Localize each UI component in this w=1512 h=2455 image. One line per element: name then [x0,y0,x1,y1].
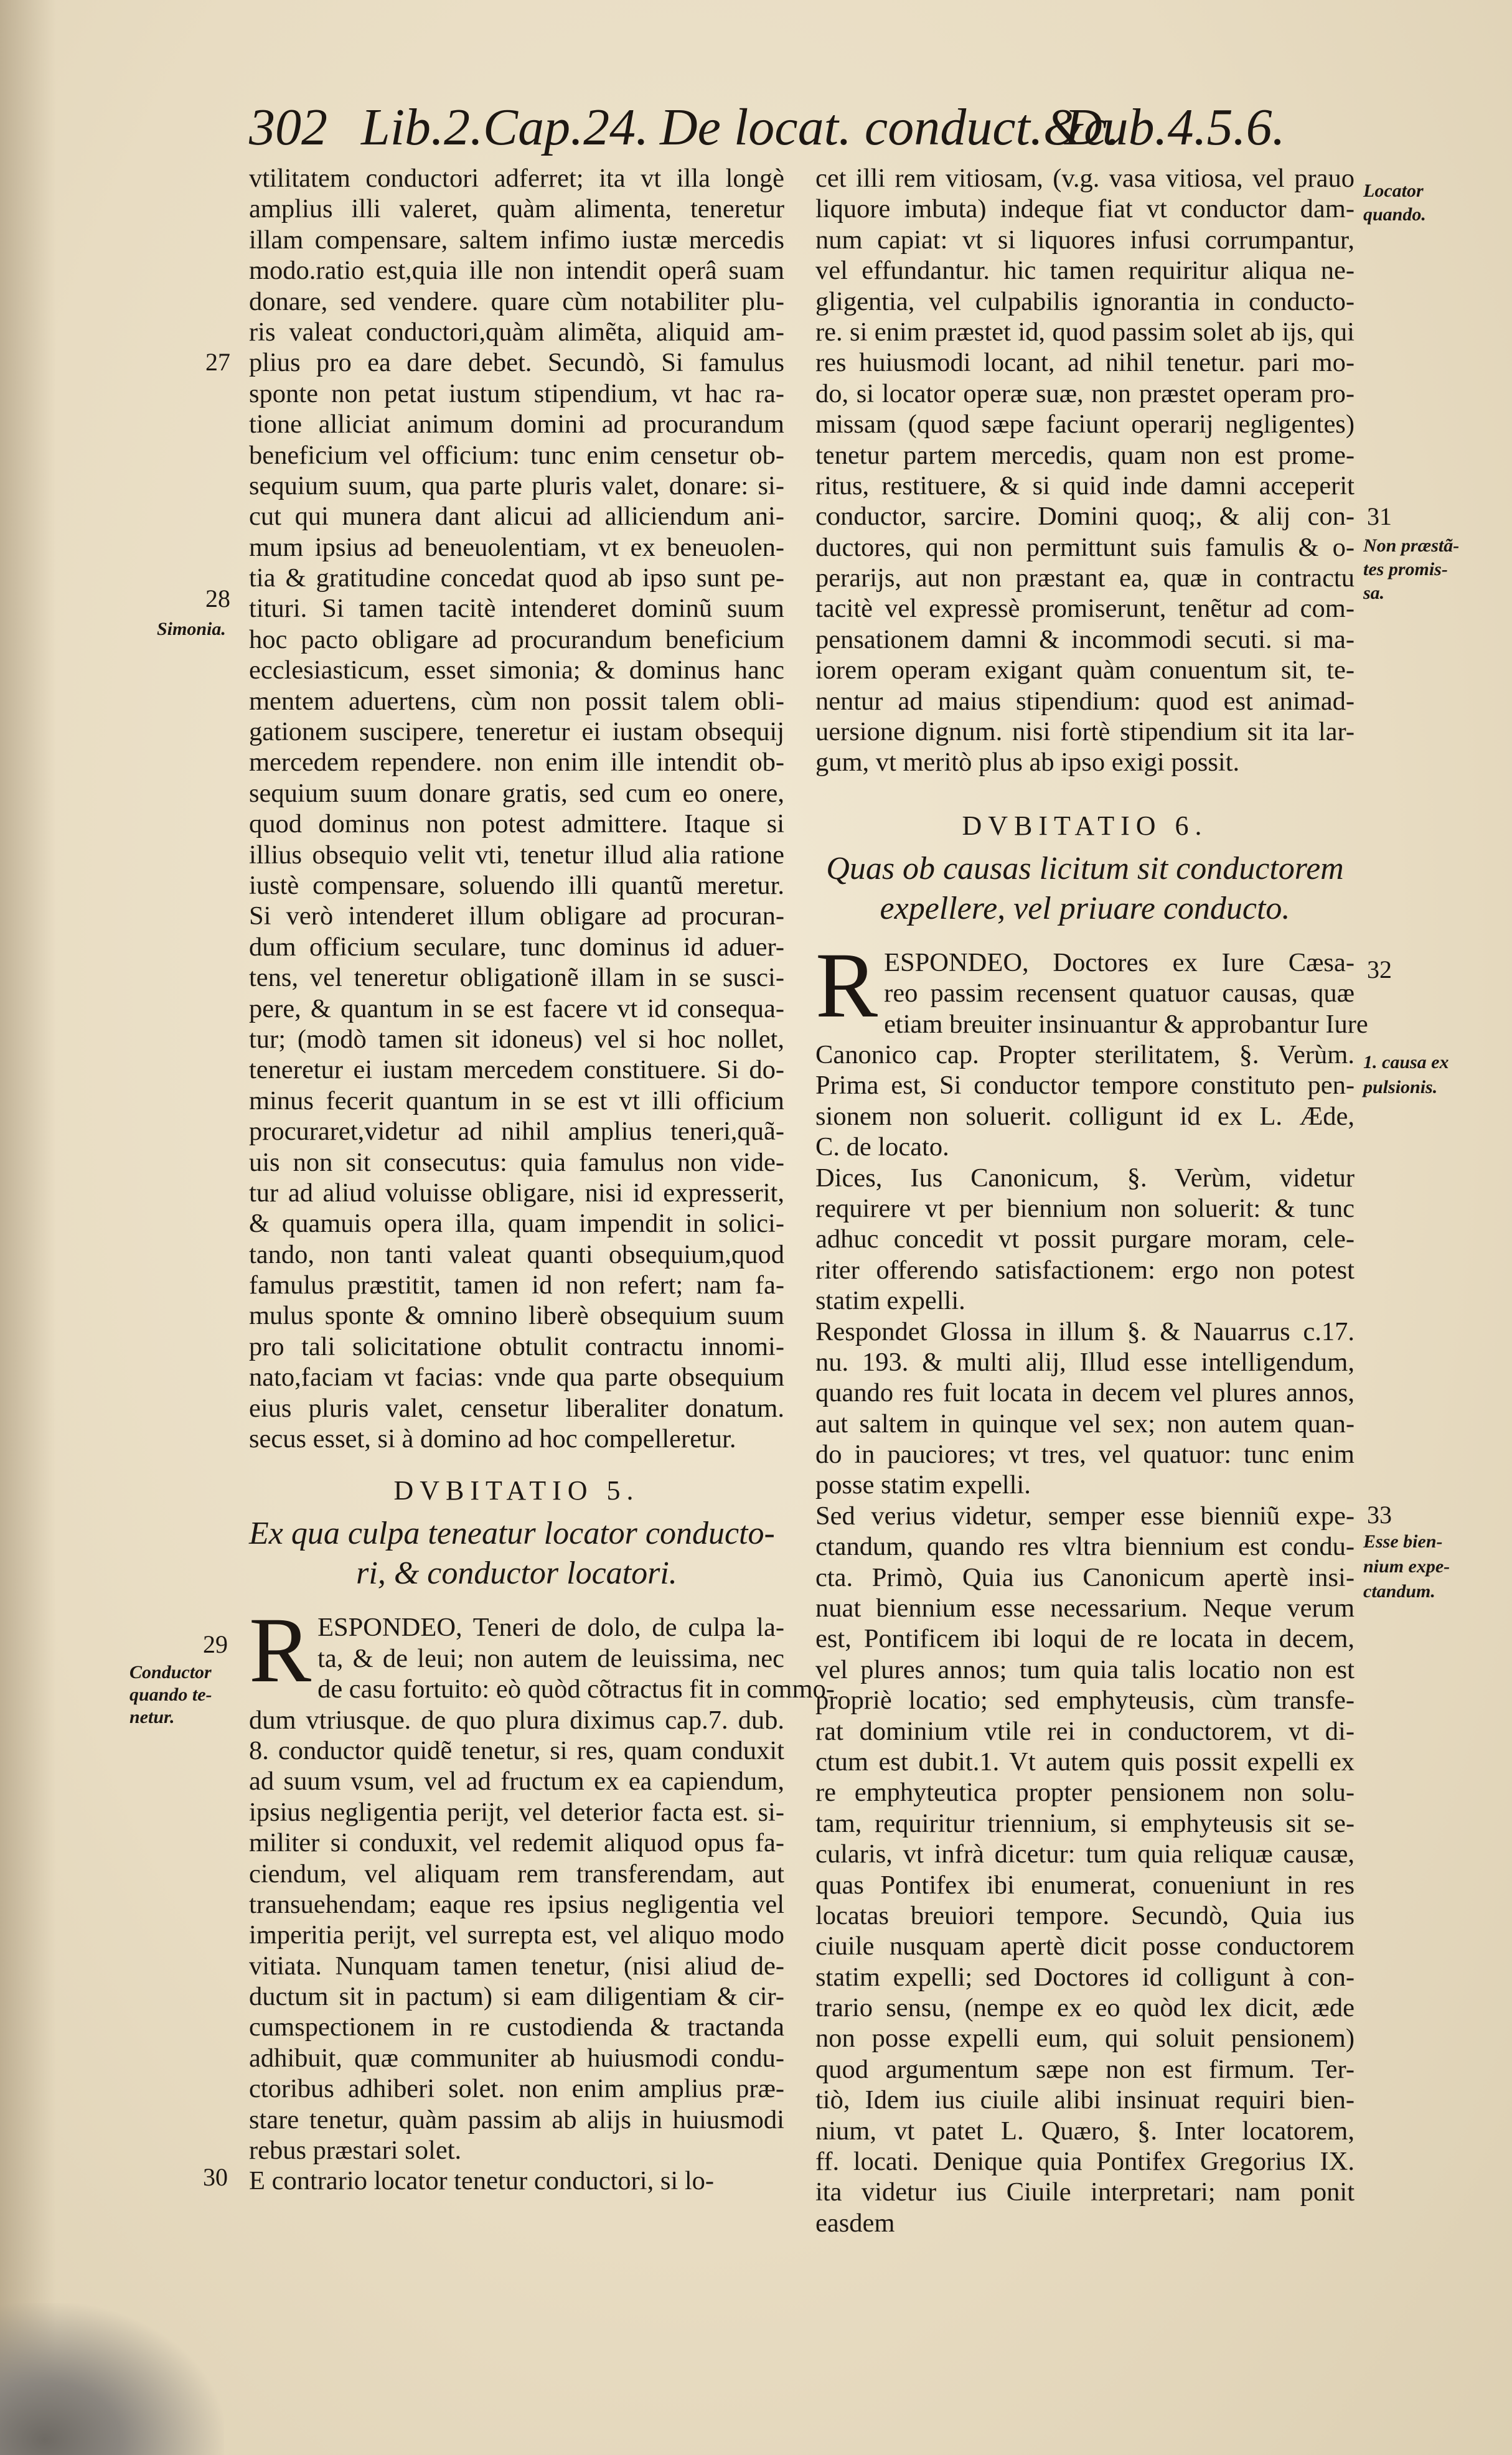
margin-note-simonia: Simonia. [157,619,226,639]
text-line: ctoribus adhiberi solet. non enim amplius præ- [249,2074,784,2104]
text-line: cta. Primò, Quia ius Canonicum apertè insi- [815,1562,1355,1592]
text-line: minus fecerit quantum in se est vt illi officium [249,1086,784,1115]
text-line: nato,faciam vt facias: vnde qua parte obsequium [249,1363,784,1392]
text-line: tens, vel teneretur obligationẽ illam in se susci- [249,963,784,993]
text-line: uersione dignum. nisi fortè stipendium sit ita lar- [815,717,1355,747]
text-line: tur; (modò tamen sit idoneus) vel si hoc nollet, [249,1024,784,1054]
page-gutter-shadow [0,0,56,2455]
text-line: transuehendam; eaque res ipsius negligentia vel [249,1889,784,1919]
text-line: & quamuis opera illa, quam impendit in solici- [249,1209,784,1239]
text-line: illam compensare, saltem infimo iustæ mercedis [249,225,784,255]
text-line: ESPONDEO, Teneri de dolo, de culpa la- [317,1613,784,1643]
margin-number-33: 33 [1367,1501,1392,1529]
text-line: statim expelli. [815,1286,965,1316]
text-line: easdem [815,2208,895,2238]
text-line: Canonico cap. Propter sterilitatem, §. Verùm. [815,1040,1355,1069]
margin-note-nonpraest-2: tes promis- [1363,559,1448,580]
text-line: beneficium vel officium: tunc enim censetur ob- [249,440,784,470]
text-line: mulus sponte & omnino liberè obsequium suum [249,1301,784,1331]
text-line: sequium suum donare gratis, sed cum eo onere, [249,778,784,808]
text-line: tando, non tanti valeat quanti obsequium,quod [249,1239,784,1269]
text-line: mum ipsius ad beneuolentiam, vt ex beneuolen- [249,532,784,562]
text-line: quod argumentum sæpe non est firmum. Ter- [815,2054,1355,2084]
text-line: etiam breuiter insinuantur & approbantur Iure [884,1009,1368,1039]
text-line: riter offerendo satisfactionem: ergo non potest [815,1255,1355,1285]
text-line: mentem aduertens, cùm non possit talem obli- [249,686,784,716]
text-line: ta, & de leui; non autem de leuissima, nec [317,1643,784,1673]
text-line: nium, vt patet L. Quæro, §. Inter locatorem, [815,2116,1355,2146]
text-line: ductores, qui non permittunt suis famulis & o- [815,532,1355,562]
text-line: vel plures annos; tum quia talis locatio non est [815,1655,1355,1684]
text-line: ctum est dubit.1. Vt autem quis possit expelli ex [815,1747,1355,1777]
text-line: vel effundantur. hic tamen requiritur aliqua ne- [815,256,1355,286]
page-corner-stain [0,2303,224,2455]
text-line: militer si conduxit, vel redemit aliquod opus fa- [249,1828,784,1858]
text-line: ESPONDEO, Doctores ex Iure Cæsa- [884,947,1355,977]
text-line: num capiat: vt si liquores infusi corrumpantur, [815,225,1355,255]
text-line: Prima est, Si conductor tempore constituto pen- [815,1071,1355,1101]
text-line: res huiusmodi locant, ad nihil tenetur. pari mo- [815,348,1355,378]
text-line: teneretur ei iustam mercedem constituere. Si do- [249,1055,784,1085]
text-line: Dices, Ius Canonicum, §. Verùm, videtur [815,1163,1355,1193]
margin-note-nonpraest-1: Non præstã- [1363,535,1460,556]
text-line: pensationem damni & incommodi secuti. si ma- [815,624,1355,654]
text-line: trario sensu, (nempe ex eo quòd lex dicit, æde [815,1993,1355,2023]
text-line: quas Pontifex ibi enumerat, conueniunt in res [815,1870,1355,1900]
text-line: 8. conductor quidẽ tenetur, si res, quam conduxit [249,1735,784,1765]
text-line: tiò, Idem ius ciuile alibi insinuat requiri bien- [815,2085,1355,2115]
text-line: iustè compensare, soluendo illi quantũ meretur. [249,870,784,900]
right-column [815,163,1368,2238]
text-line: aut saltem in quinque vel sex; non autem quan- [815,1409,1355,1439]
margin-number-28: 28 [205,584,230,613]
text-line: adhibuit, quæ communiter ab huiusmodi condu- [249,2043,784,2073]
text-line: sequium suum, qua parte pluris valet, donare: si- [249,471,784,500]
text-line: rat dominium vtile rei in conductorem, vt di- [815,1716,1355,1746]
text-line: tacitè vel expressè promiserunt, tenẽtur ad com- [815,594,1355,624]
text-line: propriè locatio; sed emphyteusis, cùm transfe- [815,1686,1355,1716]
header-title: De locat. conduct.&c. [660,98,1120,156]
text-line: tenetur partem mercedis, quam non est prome- [815,440,1355,470]
text-line: nentur ad maius stipendium: quod est animad- [815,686,1355,716]
text-line: ff. locati. Denique quia Pontifex Gregorius IX. [815,2147,1355,2177]
text-line: ciuile nusquam apertè dicit posse conductorem [815,1932,1355,1961]
dubitatio-6-question-2: expellere, vel priuare conducto. [880,890,1290,926]
right-text-block-a [815,163,1355,778]
text-line: C. de locato. [815,1132,949,1162]
text-line: pere, & quantum in se est facere vt id consequa- [249,993,784,1023]
text-line: re. si enim præstet id, quod passim solet ab ijs, qui [815,317,1355,347]
text-line: ecclesiasticum, esset simonia; & dominus hanc [249,655,784,685]
text-line: cularis, vt infrà dicetur: tum quia reliquæ causæ, [815,1839,1355,1869]
text-line: rebus præstari solet. [249,2136,462,2166]
text-line: gationem suscipere, teneretur ei iustam obsequij [249,717,784,747]
text-line: ductum sit in pactum) si eam diligentiam & cir- [249,1982,784,2012]
margin-note-causa-1: 1. causa ex [1363,1052,1449,1073]
text-line: famulus præstitit, tamen id non refert; nam fa- [249,1270,784,1300]
text-line: amplius illi valeret, quàm alimenta, teneretur [249,194,784,224]
text-line: imperitia perijt, vel surrepta est, vel aliquo modo [249,1920,784,1950]
text-line: Si verò intenderet illum obligare ad procuran- [249,901,784,931]
text-line: reo passim recensent quatuor causas, quæ [884,979,1355,1008]
text-line: tur ad aliud voluisse obligare, nisi id expresserit, [249,1178,784,1208]
margin-note-locator-2: quando. [1363,204,1426,225]
margin-note-biennium-2: nium expe- [1363,1556,1450,1577]
text-line: E contrario locator tenetur conductori, si lo- [249,2166,715,2196]
left-text-block-a [249,163,784,1454]
left-text-block-b [249,1598,835,2196]
left-column [249,163,835,2197]
text-line: donare, sed vendere. quare cùm notabiliter plu- [249,286,784,316]
text-line: adhuc concedit vt possit purgare moram, cele- [815,1224,1355,1254]
margin-note-causa-2: pulsionis. [1363,1077,1438,1097]
text-line: gum, vt meritò plus ab ipso exigi possit. [815,748,1240,777]
text-line: plius pro ea dare debet. Secundò, Si famulus [249,348,784,378]
header-dubitatio: Dub.4.5.6. [1064,98,1285,156]
text-line: missam (quod sæpe faciunt operarij negligentes) [815,410,1355,439]
drop-cap-r: R [249,1598,312,1702]
margin-number-31: 31 [1367,502,1392,530]
text-line: re emphyteutica propter pensionem non solu- [815,1778,1355,1808]
text-line: conductor, sarcire. Domini quoq;, & alij con- [815,502,1355,532]
text-line: locatas breuiori tempore. Secundò, Quia ius [815,1900,1355,1930]
margin-note-nonpraest-3: sa. [1363,583,1385,603]
text-line: ipsius negligentia perijt, vel deterior facta est. si- [249,1797,784,1827]
text-line: Sed verius videtur, semper esse bienniũ expe- [815,1501,1355,1531]
text-line: do, si locator operæ suæ, non præstet operam pro- [815,378,1355,408]
text-line: est, Pontificem ibi loqui de re locata in decem, [815,1624,1355,1654]
dubitatio-5-question-1: Ex qua culpa teneatur locator conducto- [249,1516,775,1552]
text-line: tituri. Si tamen tacitè intenderet dominũ suum [249,594,784,624]
text-line: hoc pacto obligare ad procurandum beneficium [249,624,784,654]
text-line: de casu fortuito: eò quòd cõtractus fit in commo- [317,1674,835,1704]
text-line: statim expelli; sed Doctores id colligunt à con- [815,1962,1355,1992]
text-line: modo.ratio est,quia ille non intendit operâ suam [249,256,784,286]
text-line: cut qui munera dant alicui ad alliciendum ani- [249,502,784,532]
margin-note-conductor-1: Conductor [129,1662,212,1683]
text-line: procuraret,videtur ad nihil amplius teneri,quã- [249,1117,784,1147]
text-line: nuat biennium esse necessarium. Neque verum [815,1594,1355,1623]
text-line: requirere vt per biennium non soluerit: & tunc [815,1193,1355,1223]
margin-note-biennium-3: ctandum. [1363,1581,1435,1602]
text-line: dum officium seculare, tunc dominus id aduer- [249,932,784,962]
text-line: ritus, restituere, & si quid inde damni acceperit [815,471,1355,500]
margin-number-27: 27 [205,348,230,376]
text-line: sionem non soluerit. colligunt id ex L. Æde, [815,1101,1355,1131]
text-line: tam, requiritur triennium, si emphyteusis sit se- [815,1808,1355,1838]
text-line: tione alliciat animum domini ad procurandum [249,410,784,439]
text-line: vtilitatem conductori adferret; ita vt illa longè [249,164,784,193]
text-line: quod dominus non potest admittere. Itaque si [249,809,784,839]
text-line: perarijs, aut non præstant ea, quæ in contractu [815,563,1355,593]
page-number: 302 [249,98,327,156]
dubitatio-6-heading: DVBITATIO 6. [962,810,1208,841]
text-line: ciendum, vel aliquam rem transferendam, aut [249,1859,784,1889]
margin-note-biennium-1: Esse bien- [1363,1531,1443,1552]
margin-note-locator-1: Locator [1363,181,1424,201]
book-chapter: Lib.2.Cap.24. [361,98,649,156]
margin-number-32: 32 [1367,955,1392,983]
text-line: secus esset, si à domino ad hoc compelleretur. [249,1424,736,1454]
text-line: non posse expelli eum, qui soluit pensionem) [815,2024,1355,2054]
dubitatio-5-question-2: ri, & conductor locatori. [356,1556,677,1592]
text-line: eius pluris valet, censetur liberaliter donatum. [249,1393,784,1423]
text-line: ita videtur ius Ciuile interpretari; nam ponit [815,2177,1355,2207]
text-line: nu. 193. & multi alij, Illud esse intelligendum, [815,1347,1355,1377]
margin-number-30: 30 [203,2163,228,2191]
drop-cap-r: R [815,933,878,1037]
text-line: ris valeat conductori,quàm alimẽta, aliquid am- [249,317,784,347]
text-line: ad suum vsum, vel ad fructum ex ea capiendum, [249,1767,784,1796]
margin-note-conductor-2: quando te- [129,1684,212,1705]
text-line: cet illi rem vitiosam, (v.g. vasa vitiosa, vel prauo [815,164,1355,193]
text-line: cumspectionem in re custodienda & tractanda [249,2012,784,2042]
text-line: sponte non petat iustum stipendium, vt hac ra- [249,378,784,408]
right-text-block-b [815,933,1368,2238]
dubitatio-5-heading: DVBITATIO 5. [393,1475,640,1506]
text-line: do in pauciores; vt tres, vel quatuor: tunc enim [815,1440,1355,1470]
text-line: posse statim expelli. [815,1470,1031,1500]
text-line: quando res fuit locata in decem vel plures annos, [815,1378,1355,1408]
text-line: ctandum, quando res vltra biennium est condu- [815,1532,1355,1562]
running-header [249,93,1326,162]
text-line: uis non sit consecutus: quia famulus non vide- [249,1147,784,1177]
text-line: iorem operam exigant quàm conuentum sit, te- [815,655,1355,685]
text-line: vitiata. Nunquam tamen tenetur, (nisi aliud de- [249,1951,784,1981]
text-line: Respondet Glossa in illum §. & Nauarrus c.17. [815,1317,1355,1346]
margin-note-conductor-3: netur. [129,1707,175,1727]
text-line: mercedem rependere. non enim ille intendit ob- [249,748,784,777]
dubitatio-6-question-1: Quas ob causas licitum sit conductorem [826,850,1344,886]
text-line: gligentia, vel culpabilis ignorantia in conducto- [815,286,1355,316]
text-line: tia & gratitudine concedat quod ab ipso sunt pe- [249,563,784,593]
text-line: dum vtriusque. de quo plura diximus cap.7. dub. [249,1705,784,1735]
margin-number-29: 29 [203,1630,228,1658]
text-line: liquore imbuta) indeque fiat vt conductor dam- [815,194,1355,224]
text-line: illius obsequio velit vti, tenetur illud alia ratione [249,840,784,870]
text-line: stare tenetur, quàm passim ab alijs in huiusmodi [249,2105,784,2134]
text-line: pro tali solicitatione obtulit contractu innomi- [249,1331,784,1361]
